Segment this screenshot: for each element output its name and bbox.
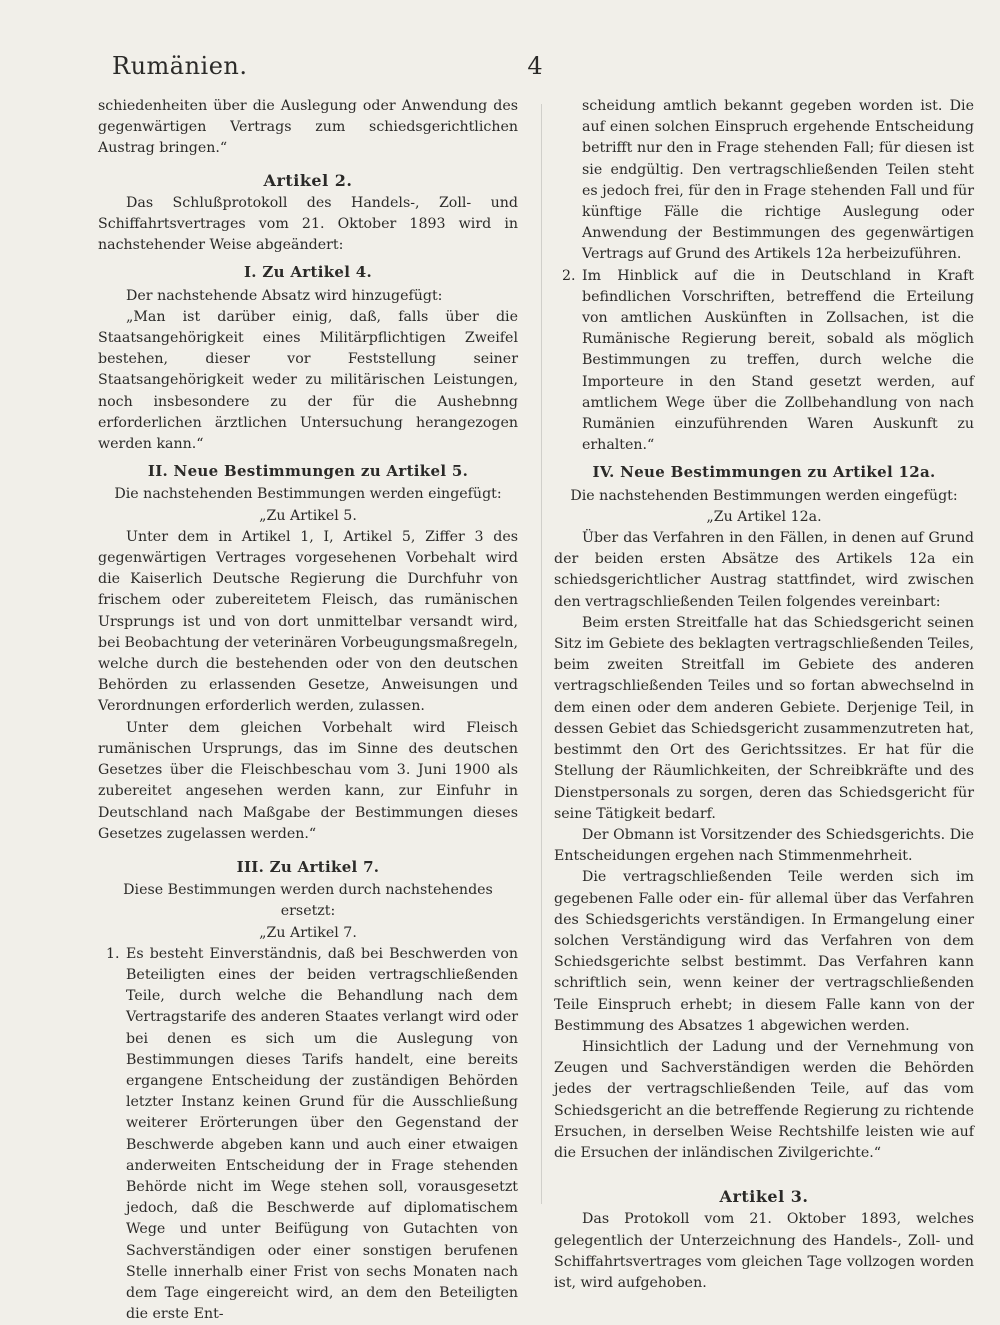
article-heading: Artikel 2. [263,170,353,190]
paragraph: Das Protokoll vom 21. Oktober 1893, welches gelegentlich der Unterzeichnung des Handels-, Zoll- und Schiffahrtsvertrages vom gleichen Tage vollzogen worden ist, wird aufgehoben. [554,1211,974,1291]
list-text: Im Hinblick auf die in Deutschland in Kraft befindlichen Vorschriften, betreffend die Erteilung von amtlichen Auskünften in Zollsachen, ist die Rumänische Regierung bereit, sobald als möglich Bestimmungen zu treffen, durch welche die Importeure in den Stand gesetzt werden, auf amtlichem Wege über die Zollbehandlung von nach Rumänien einzuführenden Waren Auskunft zu erhalten.“ [582,267,974,454]
paragraph: schiedenheiten über die Auslegung oder Anwendung des gegenwärtigen Vertrags zum schiedsgerichtlichen Austrag bringen.“ [98,98,518,157]
paragraph: Über das Verfahren in den Fällen, in denen auf Grund der beiden ersten Absätze des Artikels 12a ein schiedsgerichtlicher Austrag stattfindet, wird zwischen den vertragschließenden Teilen folgendes vereinbart: [554,530,974,610]
paragraph: Das Schlußprotokoll des Handels-, Zoll- und Schiffahrtsvertrages vom 21. Oktober 1893 wird in nachstehender Weise abgeändert: [98,194,518,254]
paragraph: scheidung amtlich bekannt gegeben worden ist. Die auf einen solchen Einspruch ergehende Entscheidung betrifft nur den in Frage stehenden Fall; für diesen ist sie endgültig. Den vertragschließenden Teilen steht es jedoch frei, für den in Frage stehenden Fall und für künftige Fälle die richtige Auslegung oder Anwendung der Bestimmungen des gegenwärtigen Vertrags auf Grund des Artikels 12a herbeizuführen. [582,98,974,263]
subheading: „Zu Artikel 7. [259,924,357,941]
spacer [554,1164,974,1176]
list-text: Es besteht Einverständnis, daß bei Beschwerden von Beteiligten eines der beiden vertragschließenden Teile, durch welche die Behandlung nach dem Vertragstarife des anderen Staates verlangt wird oder bei denen es sich um die Auslegung von Bestimmungen dieses Tarifs handelt, eine bereits ergangene Entscheidung der zuständigen Behörden letzter Instanz keinen Grund für die Ausschließung weiterer Erörterungen über den Gegenstand der Beschwerde abgeben kann und auch einer etwaigen anderweiten Entscheidung der in Frage stehenden Behörde nicht im Wege stehen soll, vorausgesetzt jedoch, daß die Beschwerde auf diplomatischem Wege und unter Beifügung von Gutachten von Sachverständigen oder einer sonstigen berufenen Stelle innerhalb einer Frist von sechs Monaten nach dem Tage eingereicht wird, an dem den Beteiligten die erste Ent- [126,945,518,1323]
list-number: 1. [106,945,120,962]
list-item [554,266,974,457]
spacer [98,845,518,851]
section-heading: I. Zu Artikel 4. [243,263,373,282]
subheading: „Zu Artikel 12a. [706,508,822,525]
section-heading: IV. Neue Bestimmungen zu Artikel 12a. [592,463,936,482]
paragraph: Die nachstehenden Bestimmungen werden eingefügt: [570,487,958,504]
column-divider [541,104,542,1204]
left-column [98,96,518,1325]
paragraph: Der nachstehende Absatz wird hinzugefügt: [126,287,443,304]
list-number: 2. [562,267,576,284]
section-heading: III. Zu Artikel 7. [236,857,380,876]
page-number: 4 [527,52,543,80]
article-heading: Artikel 3. [719,1187,809,1207]
running-title: Rumänien. [112,52,248,80]
paragraph: Unter dem gleichen Vorbehalt wird Fleisch rumänischen Ursprungs, das im Sinne des deutschen Gesetzes über die Fleischbeschau vom 3. Juni 1900 als zubereitet angesehen werden kann, zur Einfuhr in Deutschland nach Maßgabe der Bestimmungen dieses Gesetzes zugelassen werden.“ [98,719,518,842]
paragraph: Die nachstehenden Bestimmungen werden eingefügt: [114,486,502,503]
list-item [98,944,518,1325]
paragraph: Der Obmann ist Vorsitzender des Schiedsgerichts. Die Entscheidungen ergehen nach Stimmenmehrheit. [554,826,974,865]
paragraph: Hinsichtlich der Ladung und der Vernehmung von Zeugen und Sachverständigen werden die Behörden jedes der vertragschließenden Teile, auf das vom Schiedsgericht an die betreffende Regierung zu richtende Ersuchen, in derselben Weise Rechtshilfe leisten wie auf die Ersuchen der inländischen Zivilgerichte.“ [554,1038,974,1161]
section-heading: II. Neue Bestimmungen zu Artikel 5. [147,462,469,481]
paragraph: Unter dem in Artikel 1, I, Artikel 5, Ziffer 3 des gegenwärtigen Vertrages vorgesehenen Vorbehalt wird die Kaiserlich Deutsche Regierung die Durchfuhr von frischem oder zubereitetem Fleisch, das rumänischen Ursprungs ist und von dort unmittelbar versandt wird, bei Beobachtung der veterinären Vorbeugungsmaßregeln, welche durch die bestehenden oder von den deutschen Behörden zu erlassenden Gesetze, Anweisungen und Verordnungen erforderlich werden, zulassen. [98,528,518,715]
right-column [554,96,974,1294]
paragraph: Beim ersten Streitfalle hat das Schiedsgericht seinen Sitz im Gebiete des beklagten vertragschließenden Teiles, beim zweiten Streitfall im Gebiete des anderen vertragschließenden Teiles und so fortan abwechselnd in dem einen oder dem anderen Gebiete. Derjenige Teil, in dessen Gebiet das Schiedsgericht zusammenzutreten hat, bestimmt den Ort des Gerichtssitzes. Er hat für die Stellung der Räumlichkeiten, der Schreibkräfte und des Dienstpersonals zu sorgen, deren das Schiedsgericht für seine Tätigkeit bedarf. [554,614,974,822]
paragraph: Die vertragschließenden Teile werden sich im gegebenen Falle oder ein- für allemal über das Verfahren des Schiedsgerichts verständigen. In Ermangelung einer solchen Verständigung wird das Verfahren von dem Schiedsgerichte selbst bestimmt. Das Verfahren kann schriftlich sein, wenn keiner der vertragschließenden Teile Einspruch erhebt; in diesem Falle kann von der Bestimmung des Absatzes 1 abgewichen werden. [554,869,974,1034]
paragraph: „Man ist darüber einig, daß, falls über die Staatsangehörigkeit eines Militärpflichtigen Zweifel bestehen, dieser vor Feststellung seiner Staatsangehörigkeit weder zu militärischen Leistungen, noch insbesondere zu der für die Aushebnng erforderlichen ärztlichen Untersuchung herangezogen werden kann.“ [98,308,518,453]
paragraph: Diese Bestimmungen werden durch nachstehendes ersetzt: [123,882,493,920]
subheading: „Zu Artikel 5. [259,507,357,524]
